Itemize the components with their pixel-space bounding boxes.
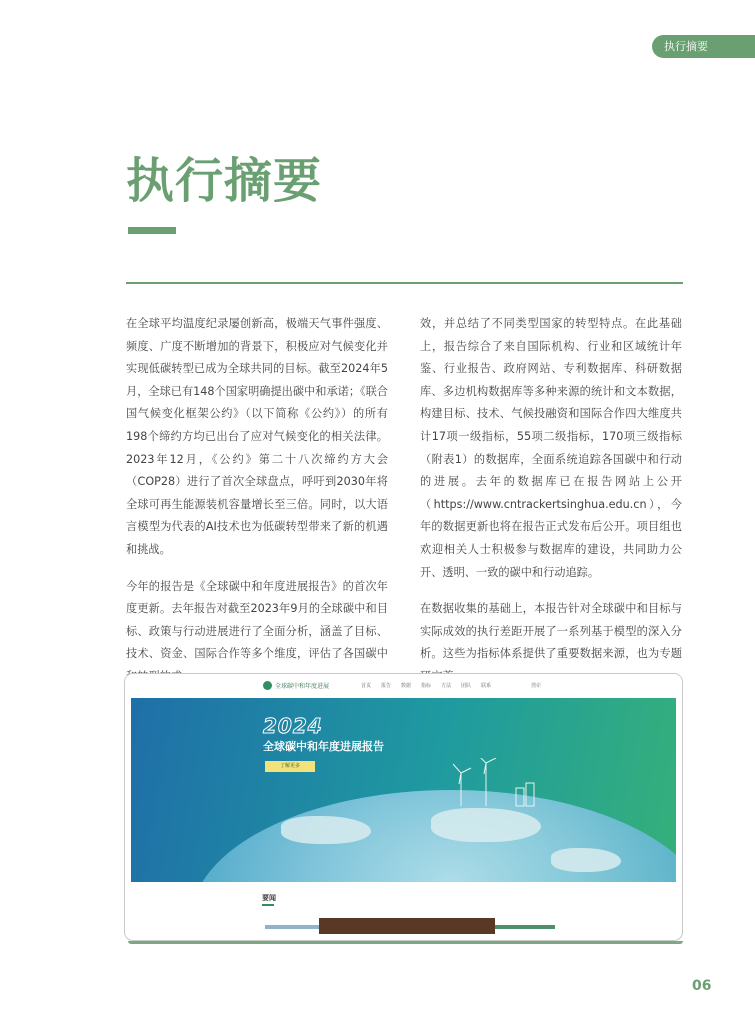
page-title: 执行摘要 xyxy=(126,153,323,209)
site-nav xyxy=(125,674,682,698)
land-shape xyxy=(551,848,621,872)
title-accent-bar xyxy=(128,227,176,234)
website-screenshot xyxy=(124,673,683,941)
nav-item: 团队 xyxy=(461,683,472,689)
hero-title: 全球碳中和年度进展报告 xyxy=(263,740,384,753)
hero-banner xyxy=(131,698,676,882)
nav-item: 数据 xyxy=(401,683,412,689)
news-thumbnail xyxy=(319,918,495,934)
land-shape xyxy=(281,816,371,844)
screenshot-base xyxy=(128,941,683,944)
logo-text: 全球碳中和年度进展 xyxy=(275,683,330,690)
nav-item: 首页 xyxy=(361,683,372,689)
wind-turbine-icon xyxy=(431,758,551,808)
section-label: 要闻 xyxy=(262,894,276,902)
paragraph: 今年的报告是《全球碳中和年度进展报告》的首次年度更新。去年报告对截至2023年9月的全球碳中和目标、政策与行动进展进行了全面分析，涵盖了目标、技术、资金、国际合作等多个维度，评估了各国碳中 xyxy=(126,579,388,661)
hero-year: 2024 xyxy=(263,714,323,738)
land-shape xyxy=(431,808,541,842)
logo-icon xyxy=(263,681,272,690)
nav-menu xyxy=(361,682,491,689)
divider xyxy=(126,282,683,284)
nav-item: 方法 xyxy=(441,683,452,689)
paragraph: 在全球平均温度纪录屡创新高，极端天气事件强度、频度、广度不断增加的背景下，积极应对气候变化并实现低碳转型已成为全球共同的目标。截至2024年5月，全球已有148个国家明确提出碳中和承诺；《联合国气候变化框架公约》（以下简称《公约》）的所有198个缔约方均已出台了应对气候变化的相关法律。2023年12月，《公约》第二十八次缔约方大会（COP28）进行了首次全球盘点，呼吁到2030年将全球可再生能源装机容量增长至三倍。同时，以大语言模型为代表的AI技术也为低碳转型带来了新的机遇和挑战。 xyxy=(126,317,388,556)
nav-item: 联系 xyxy=(481,683,492,689)
news-thumbnail xyxy=(495,925,555,929)
learn-more-button: 了解更多 xyxy=(265,761,315,772)
nav-item: 指标 xyxy=(421,683,432,689)
news-thumbnail xyxy=(265,925,320,929)
nav-search: 搜索 xyxy=(531,683,542,689)
paragraph: 效，并总结了不同类型国家的转型特点。在此基础上，报告综合了来自国际机构、行业和区域统计年鉴、行业报告、政府网站、专利数据库、科研数据库、多边机构数据库等多种来源的统计和文本数据，构建目标、技术、气候投融资和国际合作四大维度共计17项一级指标，55项二级指标，170项三级指标（附表1）的数据库，全面系统追踪各国碳中和行动的进展。去年的数据库已在报告网站上公开（https://www.cntrackertsinghua.edu.cn），今年的数据更新也将在报告正式发布后公开。项目组也欢迎相关人士积极参与数据库的建设，共同助力公开、透明、一致的碳中和行动追踪。 xyxy=(420,317,682,579)
section-underline xyxy=(262,904,274,906)
left-column xyxy=(126,313,388,689)
page-number: 06 xyxy=(692,978,712,994)
news-section xyxy=(131,882,676,941)
right-column xyxy=(420,313,682,689)
nav-item: 报告 xyxy=(381,683,392,689)
section-tag: 执行摘要 xyxy=(652,35,755,58)
paragraph: 在数据收集的基础上，本报告针对全球碳中和目标与实际成效的执行差距开展了一系列基于模型的深入分析。这些为指标体系提供了重要数据来源，也为专题 xyxy=(420,602,682,661)
site-logo xyxy=(263,681,329,690)
